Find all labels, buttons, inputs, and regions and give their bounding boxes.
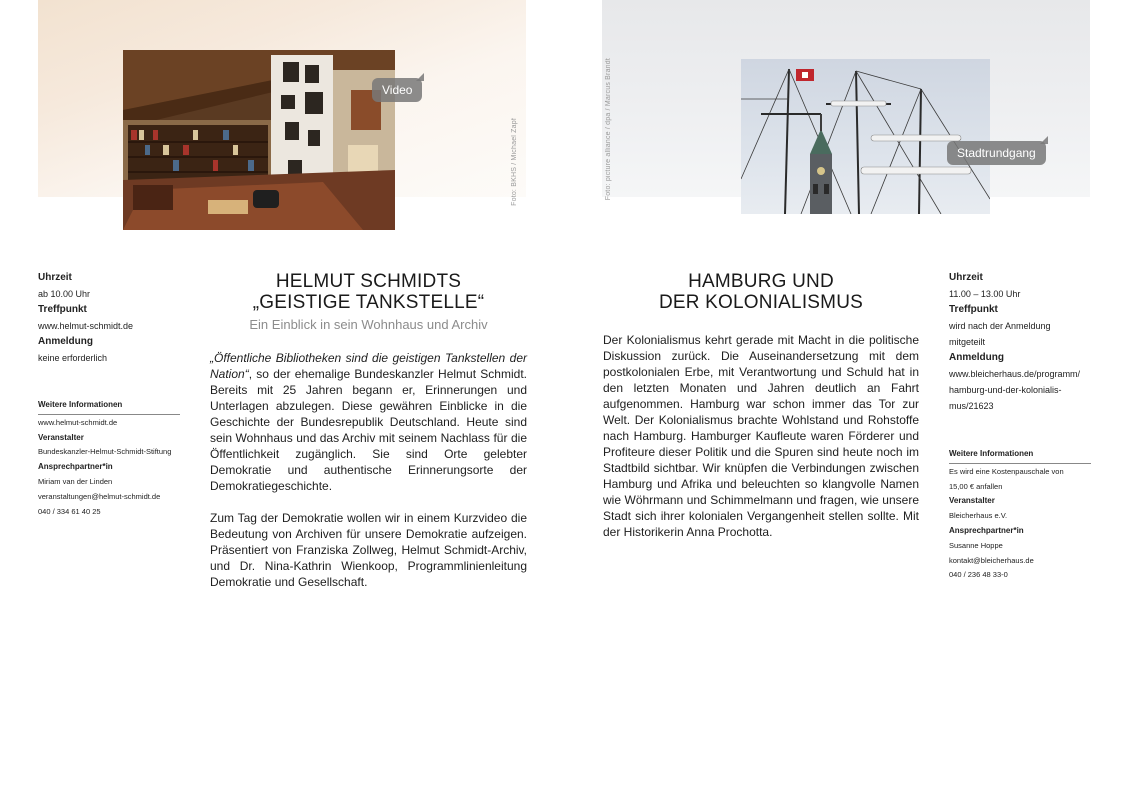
meeting-point-value-1: wird nach der Anmeldung bbox=[949, 321, 1051, 331]
registration-url-3[interactable]: mus/21623 bbox=[949, 401, 994, 411]
city-tour-label[interactable]: Stadtrundgang bbox=[947, 141, 1046, 165]
right-more-info bbox=[949, 447, 1091, 583]
left-event-info bbox=[38, 270, 198, 366]
left-paragraph-2: Zum Tag der Demokratie wollen wir in einem Kurzvideo die Bedeutung von Archiven für unsere Demokratie aufzeigen. Präsentiert von Franziska Zollweg, Helmut Schmidt-Archiv, und Dr. Nina-Kathrin Wienkoop, Programmlinienleitung Demokratie und Gesellschaft. bbox=[210, 511, 527, 589]
time-value: ab 10.00 Uhr bbox=[38, 289, 91, 299]
quote: „Öffentliche Bibliotheken sind die geistigen Tankstellen der Nation“ bbox=[210, 351, 527, 381]
registration-label: Anmeldung bbox=[38, 336, 93, 347]
time-label: Uhrzeit bbox=[38, 272, 72, 283]
right-paragraph: Der Kolonialismus kehrt gerade mit Macht in die politische Diskussion zurück. Die Auseinandersetzung mit dem postkolonialen Erbe, mit Verantwortung und Schuld hat in den letzten Monaten und Jahren deutlich an Fahrt aufgenommen. Hamburg war schon immer das Tor zur Welt. Der Kolonialismus brachte Wohlstand und Rohstoffe nach Hamburg. Hamburger Kaufleute waren Förderer und Profiteure dieser Politik und die Spuren sind heute noch im Stadtbild sichtbar. Wir knüpfen die Verbindungen zwischen Hamburg und Afrika und beleuchten so klangvolle Namen wie Wöhrmann und Schimmelmann und fragen, wie unsere Stadt sich ihrer kolonialen Vergangenheit stellen sollte. Mit der Historikerin Anna Prochotta. bbox=[603, 333, 919, 539]
left-more-info bbox=[38, 398, 180, 519]
left-title-line-2: „GEISTIGE TANKSTELLE“ bbox=[252, 292, 485, 313]
fee-line-1: Es wird eine Kostenpauschale von bbox=[949, 466, 1064, 476]
organizer-label: Veranstalter bbox=[949, 496, 995, 506]
contact-phone: 040 / 334 61 40 25 bbox=[38, 506, 101, 516]
contact-label: Ansprechpartner*in bbox=[38, 462, 113, 472]
harbor-photo-illustration bbox=[741, 59, 990, 214]
organizer-value: Bundeskanzler-Helmut-Schmidt-Stiftung bbox=[38, 447, 172, 457]
right-title-line-1: HAMBURG UND bbox=[688, 271, 834, 292]
registration-label: Anmeldung bbox=[949, 352, 1004, 363]
contact-email[interactable]: kontakt@bleicherhaus.de bbox=[949, 555, 1034, 565]
right-title-line-2: DER KOLONIALISMUS bbox=[658, 292, 863, 313]
meeting-point-label: Treffpunkt bbox=[38, 304, 87, 315]
right-event-info bbox=[949, 270, 1099, 414]
more-info-url[interactable]: www.helmut-schmidt.de bbox=[38, 417, 118, 427]
right-body bbox=[603, 332, 919, 540]
meeting-point-value-2: mitgeteilt bbox=[949, 337, 986, 347]
registration-value: keine erforderlich bbox=[38, 353, 108, 363]
left-title bbox=[210, 271, 527, 313]
right-photo-credit: Foto: picture alliance / dpa / Marcus Brandt bbox=[605, 58, 612, 201]
contact-phone: 040 / 236 48 33-0 bbox=[949, 570, 1008, 580]
meeting-point-value[interactable]: www.helmut-schmidt.de bbox=[38, 321, 134, 331]
contact-name: Miriam van der Linden bbox=[38, 476, 113, 486]
room-photo bbox=[123, 50, 395, 230]
more-info-heading: Weitere Informationen bbox=[949, 447, 1091, 464]
time-label: Uhrzeit bbox=[949, 272, 983, 283]
registration-url-2[interactable]: hamburg-und-der-kolonialis- bbox=[949, 385, 1062, 395]
organizer-label: Veranstalter bbox=[38, 432, 84, 442]
right-title bbox=[603, 271, 919, 313]
meeting-point-label: Treffpunkt bbox=[949, 304, 998, 315]
left-photo-credit: Foto: BKHS / Michael Zapf bbox=[511, 118, 518, 206]
left-body bbox=[210, 350, 527, 590]
time-value: 11.00 – 13.00 Uhr bbox=[949, 289, 1021, 299]
contact-label: Ansprechpartner*in bbox=[949, 525, 1024, 535]
left-subtitle: Ein Einblick in sein Wohnhaus und Archiv bbox=[249, 317, 488, 332]
left-paragraph-1-text: , so der ehemalige Bundeskanzler Helmut Schmidt. Bereits mit 25 Jahren begann er, Erinnerungen und Unterlagen abzulegen. Diese gewähren Einblicke in die Geschichte der Bundesrepublik Deutschland. Heute sind sein Wohnhaus und das Archiv mit seinem Nachlass für die Öffentlichkeit zugänglich. Sie sind Orte gelebter Demokratie und authentische Erinnerungsorte der Demokratiegeschichte. bbox=[210, 367, 527, 493]
harbor-photo bbox=[741, 59, 990, 214]
left-title-line-1: HELMUT SCHMIDTS bbox=[275, 271, 462, 292]
room-photo-illustration bbox=[123, 50, 395, 230]
more-info-heading: Weitere Informationen bbox=[38, 398, 180, 415]
organizer-value: Bleicherhaus e.V. bbox=[949, 511, 1008, 521]
left-paragraph-1 bbox=[210, 350, 527, 494]
registration-url-1[interactable]: www.bleicherhaus.de/programm/ bbox=[949, 369, 1081, 379]
video-label[interactable]: Video bbox=[372, 78, 422, 102]
fee-line-2: 15,00 € anfallen bbox=[949, 481, 1003, 491]
contact-name: Susanne Hoppe bbox=[949, 540, 1003, 550]
contact-email[interactable]: veranstaltungen@helmut-schmidt.de bbox=[38, 491, 161, 501]
